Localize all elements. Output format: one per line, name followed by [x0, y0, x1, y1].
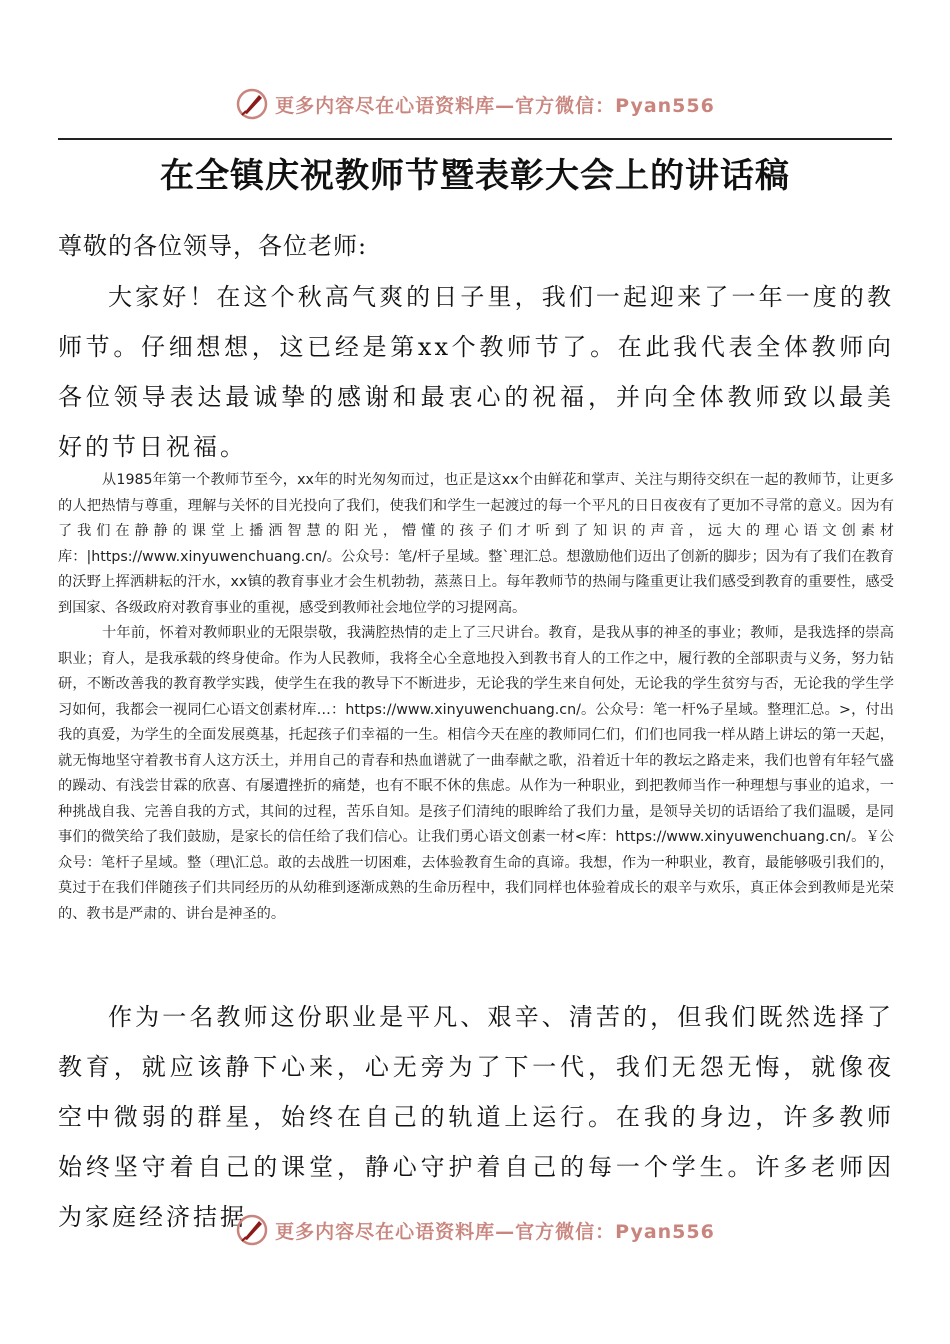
paragraph-decade: 十年前，怀着对教师职业的无限崇敬，我满腔热情的走上了三尺讲台。教育，是我从事的神圣的事业；教师，是我选择的崇高职业；育人，是我承载的终身使命。作为人民教师，我将全心全意地投入到教书育人的工作之中，履行教的全部职责与义务，努力钻研，不断改善我的教育教学实践，使学生在我的教导下不断进步，无论我的学生来自何处，无论我的学生贫穷与否，无论我的学生学习如何，我都会一视同仁心语文创素材库…：https://www.xinyuwenchuang.cn/。公众号：笔一杆%子星域。整理汇总。>，付出我的真爱，为学生的全面发展奠基，托起孩子们幸福的一生。相信今天在座的教师同仁们，们们也同我一样从踏上讲坛的第一天起，就无悔地坚守着教书育人这方沃土，并用自己的青春和热血谱就了一曲奉献之歌，沿着近十年的教坛之路走来，我们也曾有年轻气盛的躁动、有浅尝甘霖的欣喜、有屡遭挫折的痛楚，也有不眠不休的焦虑。从作为一种职业，到把教师当作一种理想与事业的追求，一种挑战自我、完善自我的方式，其间的过程，苦乐自知。是孩子们清纯的眼眸给了我们力量，是领导关切的话语给了我们温暖，是同事们的微笑给了我们鼓励，是家长的信任给了我们信心。让我们勇心语文创素一材<库：https://www.xinyuwenchuang.cn/。￥公众号：笔杆子星域。整（理\汇总。敢的去战胜一切困难，去体验教育生命的真谛。我想，作为一种职业，教育，最能够吸引我们的，莫过于在我们伴随孩子们共同经历的从幼稚到逐渐成熟的生命历程中，我们同样也体验着成长的艰辛与欢乐，真正体会到教师是光荣的、教书是严肃的、讲台是神圣的。 [58, 625, 894, 922]
title-divider [58, 138, 892, 140]
wechat-id: Pyan556 [615, 94, 715, 117]
header-banner-text [275, 91, 715, 118]
banner-slogan: 更多内容尽在心语资料库—官方微信： [275, 94, 616, 117]
banner-slogan: 更多内容尽在心语资料库—官方微信： [275, 1220, 616, 1243]
header-banner [0, 84, 950, 124]
document-title: 在全镇庆祝教师节暨表彰大会上的讲话稿 [160, 156, 790, 196]
quill-pen-icon [235, 87, 269, 121]
quill-pen-icon [235, 1213, 269, 1247]
salutation: 尊敬的各位领导，各位老师: [58, 232, 368, 260]
wechat-id: Pyan556 [615, 1220, 715, 1243]
paragraph-history: 从1985年第一个教师节至今，xx年的时光匆匆而过，也正是这xx个由鲜花和掌声、关注与期待交织在一起的教师节，让更多的人把热情与尊重，理解与关怀的目光投向了我们，使我们和学生一起渡过的每一个平凡的日日夜夜有了更加不寻常的意义。因为有了我们在静静的课堂上播洒智慧的阳光，懵懂的孩子们才听到了知识的声音，远大的理心语文创素材库：|https://www.xinyuwenchuang.cn/。公众号：笔/杆子星域。整`理汇总。想激励他们迈出了创新的脚步；因为有了我们在教育的沃野上挥洒耕耘的汗水，xx镇的教育事业才会生机勃勃，蒸蒸日上。每年教师节的热闹与隆重更让我们感受到教育的重要性，感受到国家、各级政府对教育事业的重视，感受到教师社会地位学的习提网高。 [58, 472, 894, 616]
paragraph-greeting: 大家好！在这个秋高气爽的日子里，我们一起迎来了一年一度的教师节。仔细想想，这已经是第xx个教师节了。在此我代表全体教师向各位领导表达最诚挚的感谢和最衷心的祝福，并向全体教师致以最美好的节日祝福。 [58, 283, 894, 461]
body-small-text [58, 468, 894, 927]
footer-banner [0, 1210, 950, 1250]
paragraph-profession: 作为一名教师这份职业是平凡、艰辛、清苦的，但我们既然选择了教育，就应该静下心来，心无旁为了下一代，我们无怨无悔，就像夜空中微弱的群星，始终在自己的轨道上运行。在我的身边，许多教师始终坚守着自己的课堂，静心守护着自己的每一个学生。许多老师因为家庭经济拮据 [58, 1003, 894, 1231]
footer-banner-text [275, 1217, 715, 1244]
